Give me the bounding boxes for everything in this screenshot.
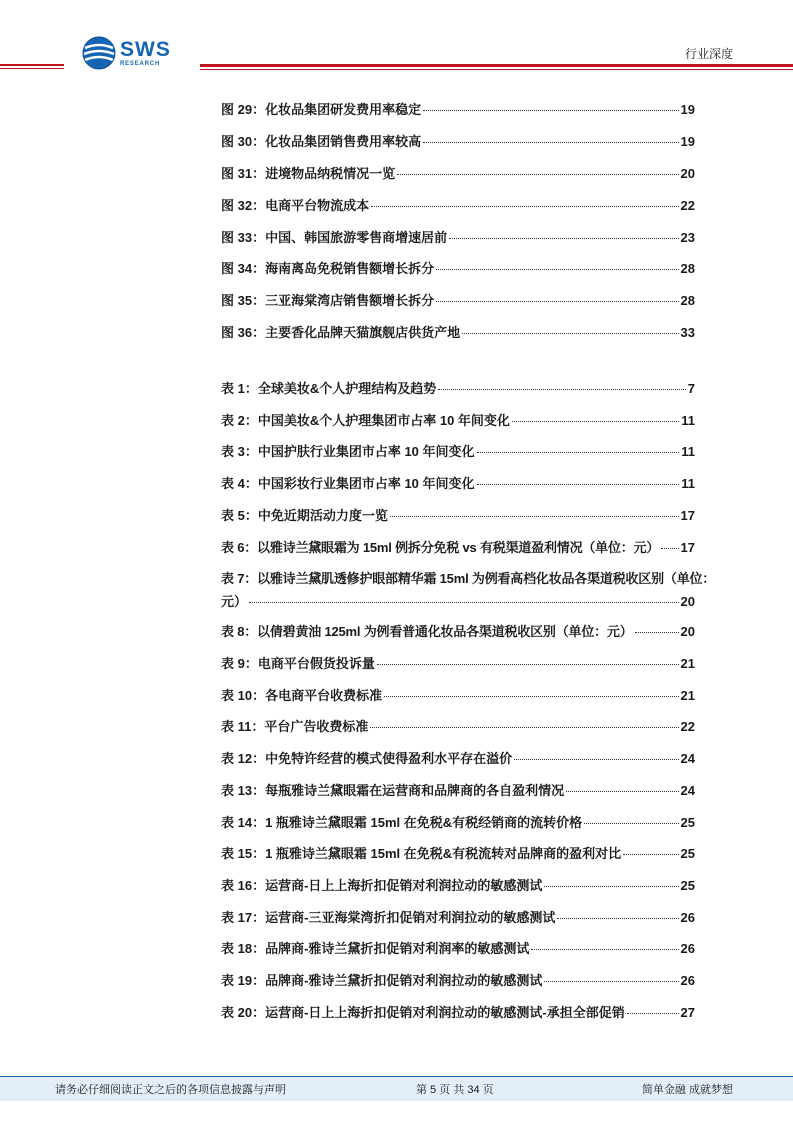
toc-entry[interactable]: 表 16：运营商-日上上海折扣促销对利润拉动的敏感测试 25	[221, 878, 695, 893]
toc-entry[interactable]: 表 14：1 瓶雅诗兰黛眼霜 15ml 在免税&有税经销商的流转价格 25	[221, 815, 695, 830]
toc-entry[interactable]: 表 7：以雅诗兰黛肌透修护眼部精华霜 15ml 为例看高档化妆品各渠道税收区别（单位： 元） 20	[221, 571, 716, 609]
header-rule-right	[200, 64, 793, 70]
toc-entry[interactable]: 图 36：主要香化品牌天猫旗舰店供货产地 33	[221, 325, 695, 340]
toc-entry[interactable]: 图 29：化妆品集团研发费用率稳定 19	[221, 102, 695, 117]
sws-globe-icon	[82, 36, 116, 70]
toc-entry[interactable]: 表 12：中免特许经营的模式使得盈利水平存在溢价 24	[221, 751, 695, 766]
logo-subtitle: RESEARCH	[120, 61, 161, 67]
toc-entry[interactable]: 表 19：品牌商-雅诗兰黛折扣促销对利润拉动的敏感测试 26	[221, 973, 695, 988]
toc-entry[interactable]: 表 9：电商平台假货投诉量 21	[221, 656, 695, 671]
footer-disclaimer: 请务必仔细阅读正文之后的各项信息披露与声明	[55, 1084, 286, 1096]
toc-entry[interactable]: 图 31：进境物品纳税情况一览 20	[221, 166, 695, 181]
toc-entry[interactable]: 表 2：中国美妆&个人护理集团市占率 10 年间变化 11	[221, 413, 695, 428]
page-header	[0, 0, 793, 80]
toc-entry[interactable]: 图 34：海南离岛免税销售额增长拆分 28	[221, 261, 695, 276]
toc-entry[interactable]: 表 1：全球美妆&个人护理结构及趋势 7	[221, 381, 695, 396]
toc-entry[interactable]: 图 33：中国、韩国旅游零售商增速居前 23	[221, 230, 695, 245]
sws-logo	[82, 36, 171, 70]
toc-entry[interactable]: 表 18：品牌商-雅诗兰黛折扣促销对利润率的敏感测试 26	[221, 941, 695, 956]
toc-entry[interactable]: 图 30：化妆品集团销售费用率较高 19	[221, 134, 695, 149]
toc-entry[interactable]: 表 6：以雅诗兰黛眼霜为 15ml 例拆分免税 vs 有税渠道盈利情况（单位：元） 17	[221, 540, 695, 555]
toc-entry[interactable]: 表 10：各电商平台收费标准 21	[221, 688, 695, 703]
toc-entry[interactable]: 表 11：平台广告收费标准 22	[221, 719, 695, 734]
section-label: 行业深度	[684, 47, 733, 61]
footer-slogan: 简单金融 成就梦想	[641, 1084, 733, 1096]
toc-entry[interactable]: 表 4：中国彩妆行业集团市占率 10 年间变化 11	[221, 476, 695, 491]
toc-entry[interactable]: 表 20：运营商-日上上海折扣促销对利润拉动的敏感测试-承担全部促销 27	[221, 1005, 695, 1020]
header-rule-left	[0, 64, 64, 70]
toc-entry[interactable]: 表 15：1 瓶雅诗兰黛眼霜 15ml 在免税&有税流转对品牌商的盈利对比 25	[221, 846, 695, 861]
toc-entry[interactable]: 图 35：三亚海棠湾店销售额增长拆分 28	[221, 293, 695, 308]
toc-entry[interactable]: 表 17：运营商-三亚海棠湾折扣促销对利润拉动的敏感测试 26	[221, 910, 695, 925]
logo-wordmark: SWS	[120, 38, 171, 61]
toc-entry[interactable]: 表 3：中国护肤行业集团市占率 10 年间变化 11	[221, 444, 695, 459]
toc-entry[interactable]: 表 8：以倩碧黄油 125ml 为例看普通化妆品各渠道税收区别（单位：元） 20	[221, 624, 695, 639]
toc-entry[interactable]: 图 32：电商平台物流成本 22	[221, 198, 695, 213]
toc-entry[interactable]: 表 13：每瓶雅诗兰黛眼霜在运营商和品牌商的各自盈利情况 24	[221, 783, 695, 798]
page-footer	[0, 1076, 793, 1101]
toc-entry[interactable]: 表 5：中免近期活动力度一览 17	[221, 508, 695, 523]
footer-page-number: 第 5 页 共 34 页	[416, 1084, 494, 1096]
